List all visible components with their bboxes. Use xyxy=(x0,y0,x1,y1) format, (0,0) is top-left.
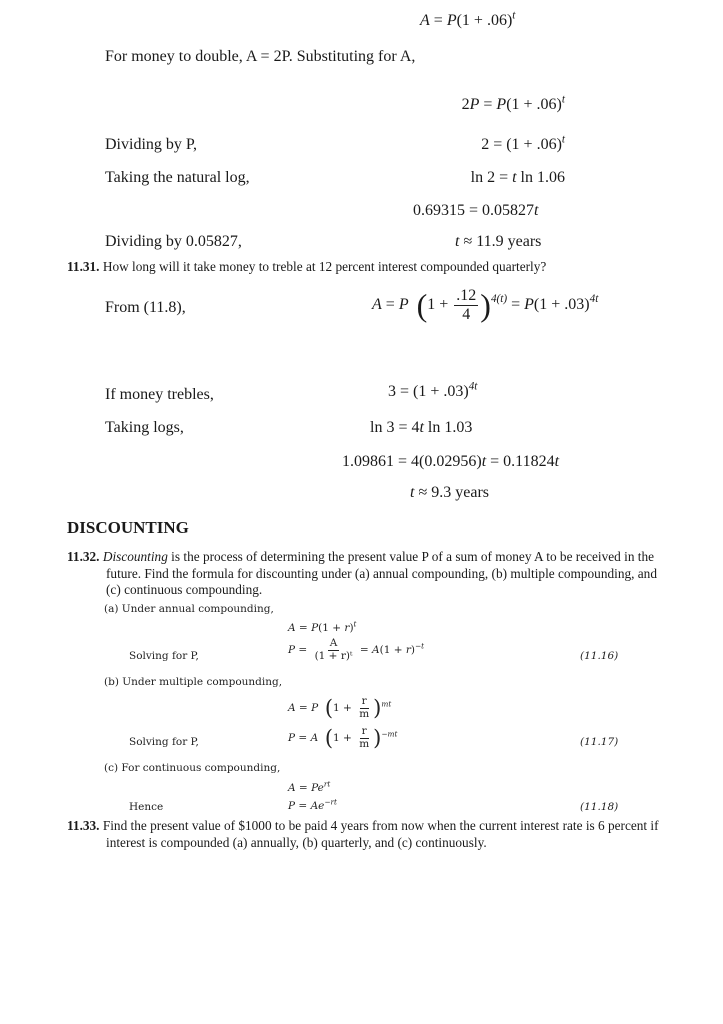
equation xyxy=(342,453,559,471)
equation xyxy=(288,779,331,794)
equation-tag: (11.17) xyxy=(580,736,619,748)
text-line: If money trebles, xyxy=(105,386,214,403)
fraction-denominator: m xyxy=(359,737,370,750)
math-token: = xyxy=(507,295,525,313)
equation xyxy=(455,233,541,251)
equation xyxy=(388,380,478,401)
math-token: P xyxy=(311,622,319,634)
fraction xyxy=(357,726,371,750)
math-token: 1 + xyxy=(333,732,356,745)
section-heading: DISCOUNTING xyxy=(67,518,189,537)
math-token: P xyxy=(469,96,480,113)
math-token: ) xyxy=(373,726,382,751)
math-token: t xyxy=(561,133,565,146)
problem-11-31 xyxy=(67,259,546,275)
equation xyxy=(413,202,538,220)
math-token: 1.09861 = 4(0.02956) xyxy=(342,453,482,470)
math-token: ln 1.03 xyxy=(423,419,473,436)
equation xyxy=(420,9,516,30)
problem-number: 11.33. xyxy=(67,818,100,833)
math-token: −t xyxy=(415,641,425,651)
solving-label: Solving for P, xyxy=(129,650,199,662)
math-token: ( xyxy=(318,726,334,751)
solving-label: Solving for P, xyxy=(129,736,199,748)
math-token: t xyxy=(353,619,357,629)
math-token: −mt xyxy=(381,729,398,739)
text-line: Dividing by 0.05827, xyxy=(105,233,242,250)
math-token: (1 + .06) xyxy=(456,12,513,29)
math-token: P xyxy=(311,782,318,794)
fraction-denominator: (1 + r)ᵗ xyxy=(314,649,353,662)
text-line: From (11.8), xyxy=(105,299,186,316)
case-c: (c) For continuous compounding, xyxy=(104,762,281,774)
math-token: ( xyxy=(318,696,334,721)
math-token: (1 + xyxy=(318,622,345,634)
math-token: t xyxy=(455,233,460,250)
hence-label: Hence xyxy=(129,801,164,813)
math-token: = xyxy=(479,96,497,113)
math-token: A xyxy=(420,12,430,29)
math-token: ) xyxy=(480,287,491,324)
fraction xyxy=(357,696,371,720)
case-b: (b) Under multiple compounding, xyxy=(104,676,283,688)
fraction-numerator: .12 xyxy=(456,287,477,304)
math-token: P xyxy=(288,800,296,812)
problem-11-32 xyxy=(67,549,666,599)
math-token: = 0.11824 xyxy=(486,453,555,470)
math-token: ) xyxy=(349,622,354,634)
math-token: (1 + xyxy=(379,644,406,657)
math-token: = xyxy=(295,622,312,634)
fraction-numerator: r xyxy=(361,695,367,707)
problem-text: Find the present value of $1000 to be paid 4 years from now when the current interest rate is 6 percent if interest is compounded (a) annually, (b) quarterly, and (c) continuously. xyxy=(99,818,659,850)
math-token: A xyxy=(288,702,296,715)
math-token: −rt xyxy=(324,797,337,807)
math-token: 4t xyxy=(589,293,599,306)
math-token: = xyxy=(295,732,311,745)
math-token: 1 + xyxy=(333,702,356,715)
math-token: e xyxy=(317,782,324,794)
math-token: t xyxy=(512,169,517,186)
math-token: = xyxy=(429,12,447,29)
math-token: t xyxy=(419,419,424,436)
problem-11-33 xyxy=(67,818,666,851)
math-token: P xyxy=(288,732,296,745)
text-line: Taking logs, xyxy=(105,419,184,436)
equation xyxy=(288,619,357,634)
math-token: rt xyxy=(323,779,331,789)
math-token: e xyxy=(318,800,325,812)
math-token: A xyxy=(288,782,296,794)
problem-number: 11.32. xyxy=(67,549,100,564)
math-token: 2 xyxy=(461,96,470,113)
fraction-numerator: A xyxy=(329,637,338,649)
math-token: ln 3 = 4 xyxy=(370,419,420,436)
problem-text: How long will it take money to treble at 12 percent interest compounded quarterly? xyxy=(99,259,547,274)
equation xyxy=(288,638,424,662)
equation-tag: (11.18) xyxy=(580,801,619,813)
math-token: r xyxy=(344,622,350,634)
math-token: = xyxy=(295,782,312,794)
fraction-denominator: m xyxy=(359,707,370,720)
math-token: t xyxy=(534,202,539,219)
math-token: = xyxy=(295,800,311,812)
math-token: mt xyxy=(381,699,392,709)
math-token: A xyxy=(310,732,319,745)
equation xyxy=(481,133,565,154)
math-token: t xyxy=(410,484,415,501)
math-token: 3 = (1 + .03) xyxy=(388,383,469,400)
math-token: 4t xyxy=(468,380,478,393)
math-token: ( xyxy=(408,287,428,324)
equation xyxy=(410,484,489,502)
fraction-numerator: r xyxy=(361,725,367,737)
text-line: For money to double, A = 2P. Substituting for A, xyxy=(105,48,416,65)
math-token: 4(t) xyxy=(490,293,508,306)
equation xyxy=(288,696,391,720)
math-token: 1 + xyxy=(427,295,453,313)
math-token: A xyxy=(288,622,296,634)
math-token: (1 + .06) xyxy=(506,96,562,113)
math-token: t xyxy=(554,453,560,470)
math-token: A xyxy=(310,800,319,812)
math-token: ≈ 11.9 years xyxy=(459,233,542,250)
fraction-denominator: 4 xyxy=(462,305,471,323)
math-token: P xyxy=(496,96,507,113)
math-token: = xyxy=(381,295,399,313)
math-token: P xyxy=(524,295,534,313)
math-token: 0.69315 = 0.05827 xyxy=(413,202,535,219)
math-token: r xyxy=(405,644,411,657)
math-token: A xyxy=(372,295,382,313)
problem-number: 11.31. xyxy=(67,259,100,274)
text-line: Dividing by P, xyxy=(105,136,198,153)
equation xyxy=(288,726,397,750)
math-token: 2 = (1 + .06) xyxy=(481,136,562,153)
case-a: (a) Under annual compounding, xyxy=(104,603,274,615)
emphasis: Discounting xyxy=(102,549,168,564)
equation xyxy=(372,287,598,323)
equation xyxy=(370,419,472,437)
math-token: P xyxy=(288,644,296,657)
fraction xyxy=(454,287,478,323)
problem-text: is the process of determining the present value P of a sum of money A to be received in the future. Find the formula for discounting under (a) annual compounding, (b) multiple compounding, and (c) continuous compounding. xyxy=(106,549,657,597)
fraction xyxy=(313,638,355,662)
math-token: P xyxy=(398,295,409,313)
math-token: t xyxy=(512,9,516,22)
math-token: t xyxy=(561,93,565,106)
math-token: ≈ 9.3 years xyxy=(414,484,489,501)
math-token: = xyxy=(356,644,373,657)
math-token: A xyxy=(372,644,380,657)
math-token: ) xyxy=(373,696,382,721)
text-line: Taking the natural log, xyxy=(105,169,250,186)
math-token: ln 2 = xyxy=(470,169,513,186)
equation-tag: (11.16) xyxy=(580,650,619,662)
math-token: ln 1.06 xyxy=(516,169,565,186)
math-token: = xyxy=(295,644,311,657)
math-token: ) xyxy=(410,644,415,657)
math-token: P xyxy=(311,702,319,715)
math-token: t xyxy=(481,453,487,470)
math-token: P xyxy=(446,12,457,29)
math-token: (1 + .03) xyxy=(533,295,590,313)
equation xyxy=(288,797,337,812)
equation xyxy=(461,93,565,114)
math-token: = xyxy=(295,702,312,715)
equation xyxy=(471,169,565,187)
